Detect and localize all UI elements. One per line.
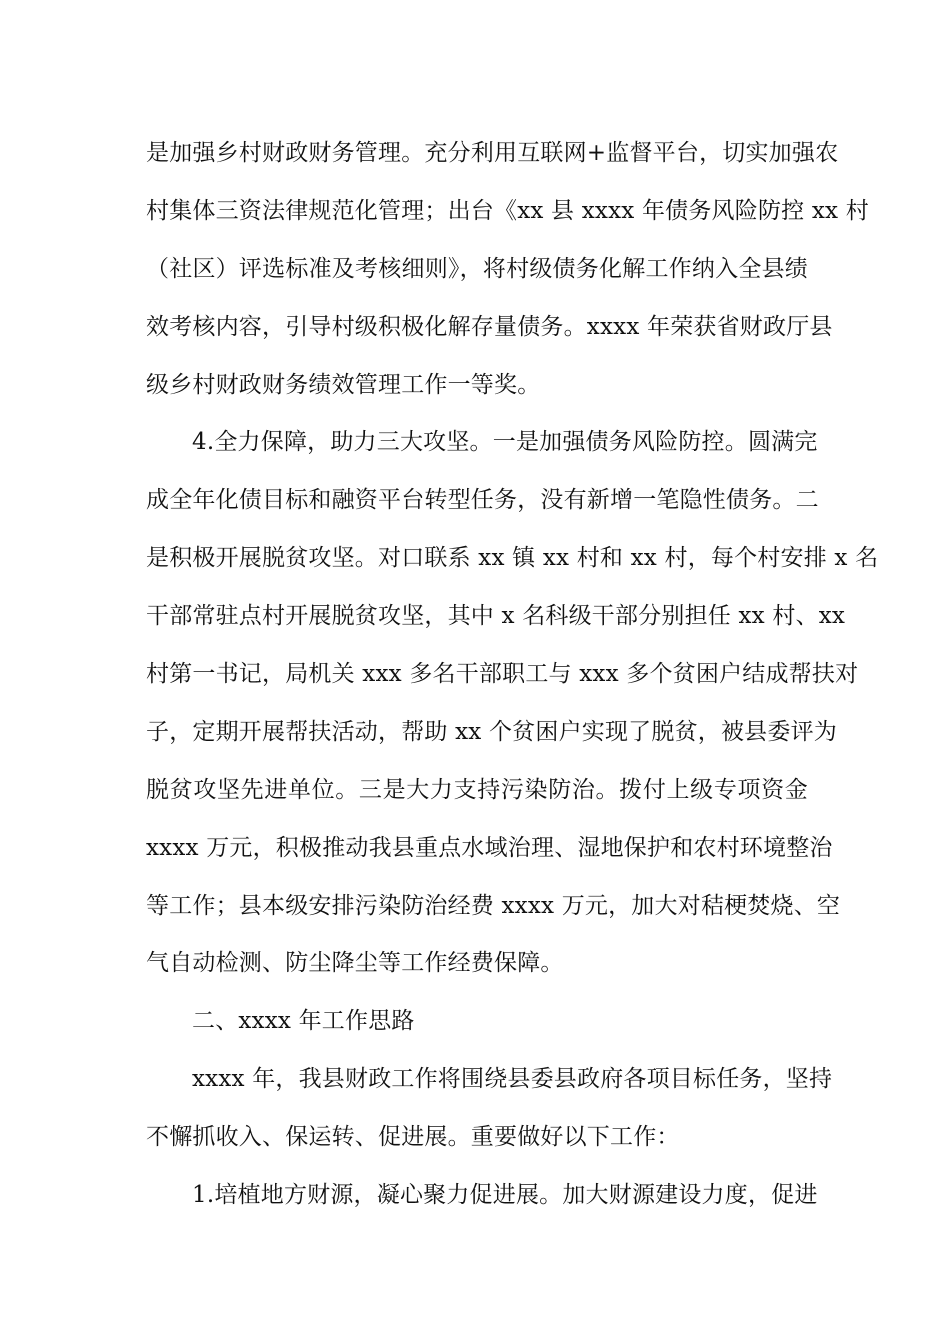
text-line: xxxx 万元，积极推动我县重点水域治理、湿地保护和农村环境整治 [146,834,833,861]
text-line: 效考核内容，引导村级积极化解存量债务。xxxx 年荣获省财政厅县 [146,313,833,340]
text-line: 干部常驻点村开展脱贫攻坚，其中 x 名科级干部分别担任 xx 村、xx [146,603,846,630]
text-line: 级乡村财政财务绩效管理工作一等奖。 [146,371,541,398]
text-line: （社区）评选标准及考核细则》，将村级债务化解工作纳入全县绩 [146,255,808,282]
text-line: 村集体三资法律规范化管理；出台《xx 县 xxxx 年债务风险防控 xx 村 [146,197,869,224]
text-line: 子，定期开展帮扶活动，帮助 xx 个贫困户实现了脱贫，被县委评为 [146,718,837,745]
text-line: 二、xxxx 年工作思路 [192,1008,415,1035]
text-line: 成全年化债目标和融资平台转型任务，没有新增一笔隐性债务。二 [146,487,819,514]
text-line: 脱贫攻坚先进单位。三是大力支持污染防治。拨付上级专项资金 [146,776,808,803]
text-line: 等工作；县本级安排污染防治经费 xxxx 万元，加大对秸梗焚烧、空 [146,892,841,919]
text-line: 村第一书记，局机关 xxx 多名干部职工与 xxx 多个贫困户结成帮扶对 [146,661,859,688]
document-body [146,125,879,1225]
text-line: 不懈抓收入、保运转、促进展。重要做好以下工作： [146,1124,680,1151]
text-line: 1.培植地方财源，凝心聚力促进展。加大财源建设力度，促进 [192,1182,818,1209]
text-line: 是积极开展脱贫攻坚。对口联系 xx 镇 xx 村和 xx 村，每个村安排 x 名 [146,545,879,572]
text-line: xxxx 年，我县财政工作将围绕县委县政府各项目标任务，坚持 [192,1066,833,1093]
text-line: 是加强乡村财政财务管理。充分利用互联网+监督平台，切实加强农 [146,140,839,166]
text-line: 4.全力保障，助力三大攻坚。一是加强债务风险防控。圆满完 [192,429,818,456]
text-line: 气自动检测、防尘降尘等工作经费保障。 [146,950,564,977]
